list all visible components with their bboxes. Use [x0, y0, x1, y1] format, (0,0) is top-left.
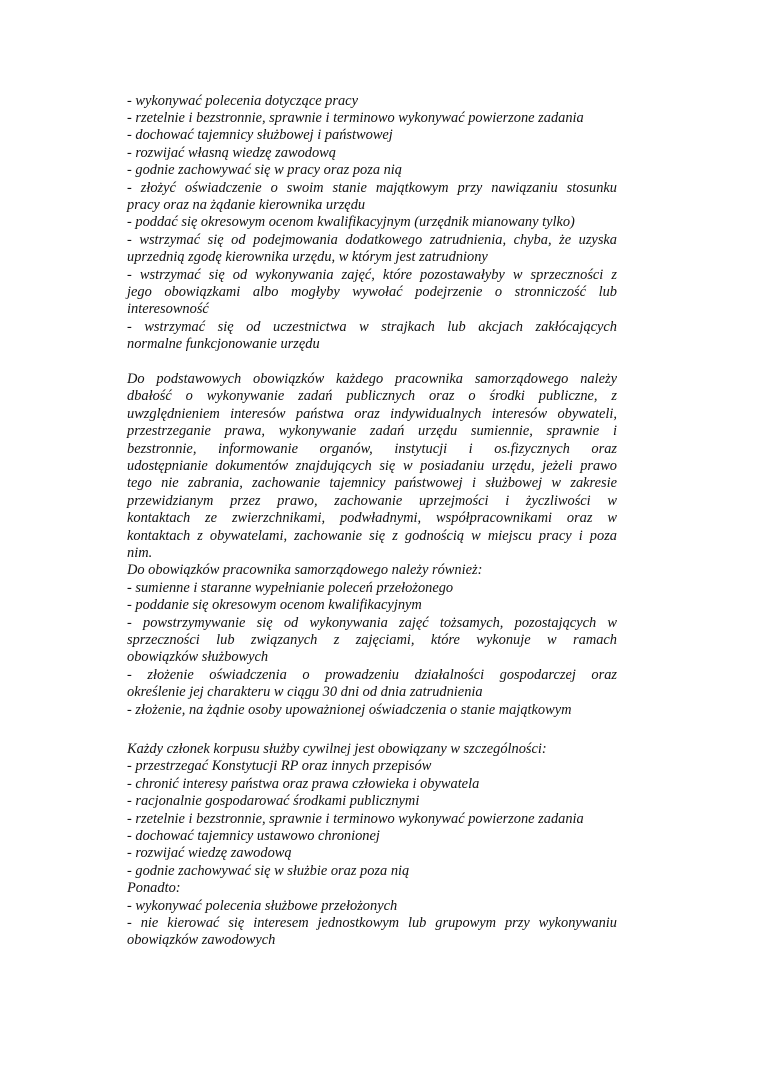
text-line: przewidzianym przez prawo, zachowanie uprzejmości i życzliwości w — [127, 493, 617, 509]
text-line: - nie kierować się interesem jednostkowym lub grupowym przy wykonywaniu — [127, 915, 617, 931]
text-line: kontaktach z obywatelami, zachowanie się z godnością w miejscu pracy i poza — [127, 528, 617, 544]
text-line: - godnie zachowywać się w służbie oraz poza nią — [127, 863, 410, 879]
text-line: udostępnianie dokumentów znajdujących się w posiadaniu urzędu, jeżeli prawo — [127, 458, 617, 474]
text-line: - wstrzymać się od uczestnictwa w strajkach lub akcjach zakłócających — [127, 319, 617, 335]
text-line: - rzetelnie i bezstronnie, sprawnie i terminowo wykonywać powierzone zadania — [127, 811, 584, 827]
text-line: jego obowiązkami albo mogłyby wywołać podejrzenie o stronniczość lub — [127, 284, 617, 300]
text-line: - wykonywać polecenia dotyczące pracy — [127, 93, 358, 109]
text-line: - rzetelnie i bezstronnie, sprawnie i terminowo wykonywać powierzone zadania — [127, 110, 584, 126]
text-line: obowiązków zawodowych — [127, 932, 276, 948]
text-line: sprzeczności lub związanych z zajęciami, które wykonuje w ramach — [127, 632, 617, 648]
text-line: - wstrzymać się od wykonywania zajęć, które pozostawałyby w sprzeczności z — [127, 267, 617, 283]
text-line: bezstronnie, informowanie organów, instytucji i os.fizycznych oraz — [127, 441, 617, 457]
text-line: - chronić interesy państwa oraz prawa człowieka i obywatela — [127, 776, 480, 792]
text-line: - sumienne i staranne wypełnianie poleceń przełożonego — [127, 580, 454, 596]
text-line: - wstrzymać się od podejmowania dodatkowego zatrudnienia, chyba, że uzyska — [127, 232, 617, 248]
text-line: - poddać się okresowym ocenom kwalifikacyjnym (urzędnik mianowany tylko) — [127, 214, 575, 230]
text-line: normalne funkcjonowanie urzędu — [127, 336, 320, 352]
text-line: - złożenie, na żądnie osoby upoważnionej oświadczenia o stanie majątkowym — [127, 702, 572, 718]
text-line: Do podstawowych obowiązków każdego pracownika samorządowego należy — [127, 371, 617, 387]
text-line: przestrzeganie prawa, wykonywanie zadań urzędu sumiennie, sprawnie i — [127, 423, 617, 439]
text-line: Do obowiązków pracownika samorządowego należy również: — [127, 562, 483, 578]
text-line: - złożyć oświadczenie o swoim stanie majątkowym przy nawiązaniu stosunku — [127, 180, 617, 196]
text-line: tego nie zabrania, zachowanie tajemnicy państwowej i służbowej w zakresie — [127, 475, 617, 491]
text-line: - rozwijać wiedzę zawodową — [127, 845, 292, 861]
text-line: - racjonalnie gospodarować środkami publicznymi — [127, 793, 420, 809]
text-line: - poddanie się okresowym ocenom kwalifikacyjnym — [127, 597, 422, 613]
text-line: uwzględnieniem interesów państwa oraz indywidualnych interesów obywateli, — [127, 406, 617, 422]
text-line: obowiązków służbowych — [127, 649, 269, 665]
text-line: - godnie zachowywać się w pracy oraz poza nią — [127, 162, 402, 178]
text-line: - powstrzymywanie się od wykonywania zajęć tożsamych, pozostających w — [127, 615, 617, 631]
text-line: Ponadto: — [127, 880, 181, 896]
text-line: - dochować tajemnicy służbowej i państwowej — [127, 127, 393, 143]
text-line: - dochować tajemnicy ustawowo chronionej — [127, 828, 380, 844]
text-line: dbałość o wykonywanie zadań publicznych oraz o środki publiczne, z — [127, 388, 617, 404]
text-line: kontaktach ze zwierzchnikami, podwładnymi, współpracownikami oraz w — [127, 510, 617, 526]
text-line: - przestrzegać Konstytucji RP oraz innych przepisów — [127, 758, 432, 774]
text-line: nim. — [127, 545, 153, 561]
text-line: określenie jej charakteru w ciągu 30 dni od dnia zatrudnienia — [127, 684, 483, 700]
text-line: - wykonywać polecenia służbowe przełożonych — [127, 898, 398, 914]
text-line: - rozwijać własną wiedzę zawodową — [127, 145, 336, 161]
text-line: Każdy członek korpusu służby cywilnej jest obowiązany w szczególności: — [127, 741, 547, 757]
text-line: - złożenie oświadczenia o prowadzeniu działalności gospodarczej oraz — [127, 667, 617, 683]
text-line: pracy oraz na żądanie kierownika urzędu — [127, 197, 366, 213]
text-line: uprzednią zgodę kierownika urzędu, w którym jest zatrudniony — [127, 249, 488, 265]
text-line: interesowność — [127, 301, 209, 317]
